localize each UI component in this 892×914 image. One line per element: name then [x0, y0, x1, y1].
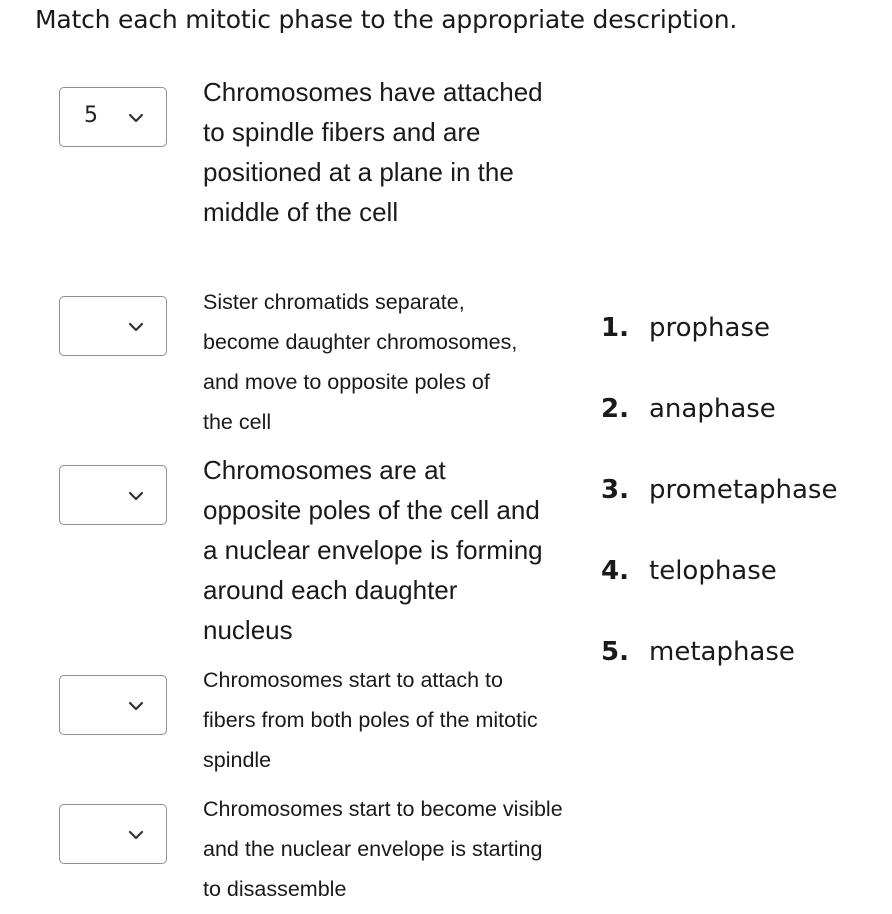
match-description-2: Sister chromatids separate, become daughter chromosomes, and move to opposite poles of the cell	[203, 290, 518, 434]
chevron-down-icon	[126, 696, 146, 716]
option-label: prophase	[649, 313, 770, 343]
option-item	[601, 554, 777, 588]
match-description-4: Chromosomes start to attach to fibers from both poles of the mitotic spindle	[203, 668, 538, 772]
option-number: 3.	[601, 475, 629, 505]
option-label: anaphase	[649, 394, 776, 424]
match-select-4[interactable]	[59, 675, 167, 735]
question-prompt: Match each mitotic phase to the appropriate description.	[35, 5, 738, 34]
option-item	[601, 392, 776, 426]
option-label: telophase	[649, 556, 777, 586]
selected-value: 5	[84, 103, 98, 128]
option-number: 4.	[601, 556, 629, 586]
match-select-3[interactable]	[59, 465, 167, 525]
match-description-3: Chromosomes are at opposite poles of the cell and a nuclear envelope is forming around each daughter nucleus	[203, 455, 543, 645]
option-number: 1.	[601, 313, 629, 343]
option-number: 5.	[601, 637, 629, 667]
option-item	[601, 311, 770, 345]
option-number: 2.	[601, 394, 629, 424]
option-label: metaphase	[649, 637, 795, 667]
match-description-5: Chromosomes start to become visible and the nuclear envelope is starting to disassemble	[203, 797, 563, 901]
chevron-down-icon	[126, 108, 146, 128]
chevron-down-icon	[126, 825, 146, 845]
option-item	[601, 473, 837, 507]
match-select-1[interactable]	[59, 87, 167, 147]
match-select-5[interactable]	[59, 804, 167, 864]
match-select-2[interactable]	[59, 296, 167, 356]
option-item	[601, 635, 795, 669]
match-description-1: Chromosomes have attached to spindle fibers and are positioned at a plane in the middle of the cell	[203, 77, 543, 227]
chevron-down-icon	[126, 486, 146, 506]
chevron-down-icon	[126, 317, 146, 337]
option-label: prometaphase	[649, 475, 838, 505]
